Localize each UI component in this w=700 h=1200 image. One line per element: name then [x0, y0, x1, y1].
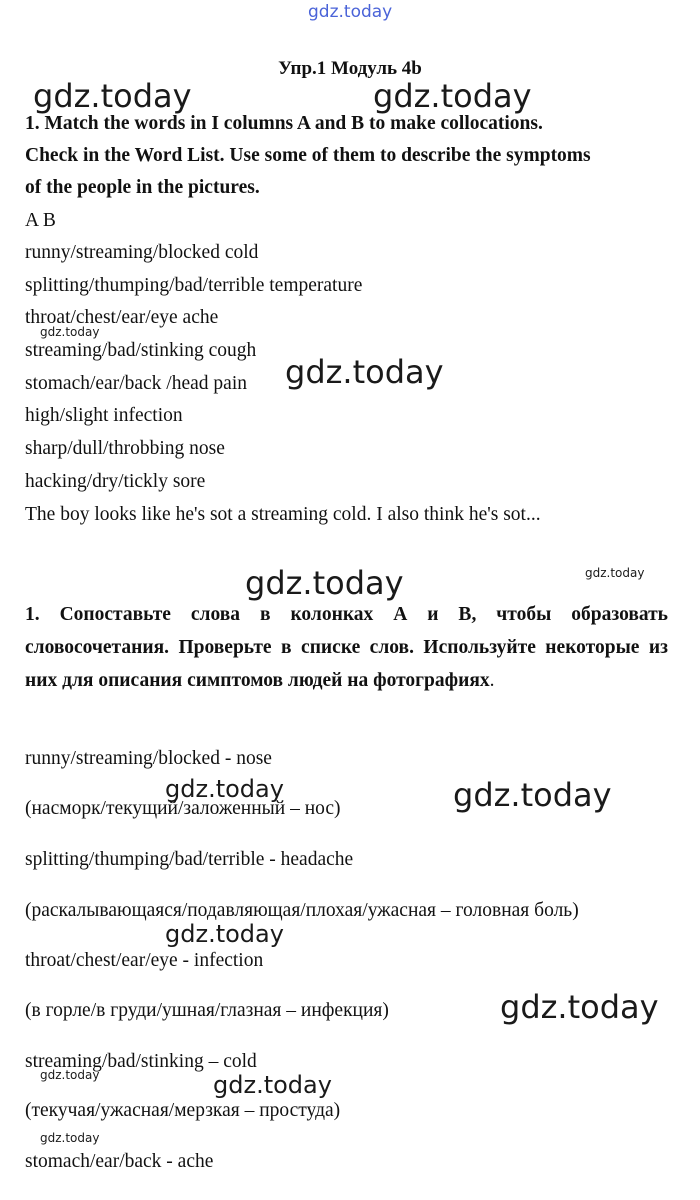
- word-pair: high/slight infection: [25, 405, 183, 426]
- watermark: gdz.today: [500, 988, 659, 1026]
- answer-line: throat/chest/ear/eye - infection: [25, 950, 264, 971]
- watermark: gdz.today: [373, 77, 532, 115]
- watermark: gdz.today: [165, 775, 284, 803]
- task-ru: [25, 598, 668, 697]
- answer-line: streaming/bad/stinking – cold: [25, 1051, 257, 1072]
- columns-label: A B: [25, 210, 56, 231]
- task-en-line: 1. Match the words in I columns A and B to make collocations.: [25, 113, 543, 134]
- task-ru-end: .: [489, 670, 495, 691]
- example-sentence: The boy looks like he's sot a streaming cold. I also think he's sot...: [25, 504, 541, 525]
- word-pair: hacking/dry/tickly sore: [25, 471, 206, 492]
- watermark: gdz.today: [245, 564, 404, 602]
- answer-translation: (в горле/в груди/ушная/глазная – инфекция): [25, 1000, 389, 1021]
- watermark: gdz.today: [285, 353, 444, 391]
- watermark: gdz.today: [33, 77, 192, 115]
- answer-line: stomach/ear/back - ache: [25, 1151, 214, 1172]
- answer-translation: (раскалывающаяся/подавляющая/плохая/ужасная – головная боль): [25, 900, 579, 921]
- task-en-line: Check in the Word List. Use some of them to describe the symptoms: [25, 145, 591, 166]
- word-pair: runny/streaming/blocked cold: [25, 242, 259, 263]
- watermark: gdz.today: [165, 920, 284, 948]
- word-pair: throat/chest/ear/eye ache: [25, 307, 219, 328]
- task-ru-text: 1. Сопоставьте слова в колонках А и В, чтобы образовать словосочетания. Проверьте в списке слов. Используйте некоторые из них для описания симптомов людей на фотографиях: [25, 604, 668, 691]
- task-en-line: of the people in the pictures.: [25, 177, 260, 198]
- answer-line: splitting/thumping/bad/terrible - headache: [25, 849, 354, 870]
- answer-line: runny/streaming/blocked - nose: [25, 748, 272, 769]
- answer-translation: (насморк/текущий/заложенный – нос): [25, 798, 341, 819]
- watermark: gdz.today: [40, 1068, 100, 1082]
- watermark: gdz.today: [453, 776, 612, 814]
- word-pair: stomach/ear/back /head pain: [25, 373, 247, 394]
- watermark: gdz.today: [585, 566, 645, 580]
- watermark: gdz.today: [308, 2, 393, 22]
- watermark: gdz.today: [213, 1071, 332, 1099]
- page-title: Упр.1 Модуль 4b: [278, 58, 422, 79]
- word-pair: splitting/thumping/bad/terrible temperature: [25, 275, 363, 296]
- word-pair: streaming/bad/stinking cough: [25, 340, 257, 361]
- word-pair: sharp/dull/throbbing nose: [25, 438, 225, 459]
- answer-translation: (текучая/ужасная/мерзкая – простуда): [25, 1100, 341, 1121]
- watermark: gdz.today: [40, 325, 100, 339]
- watermark: gdz.today: [40, 1131, 100, 1145]
